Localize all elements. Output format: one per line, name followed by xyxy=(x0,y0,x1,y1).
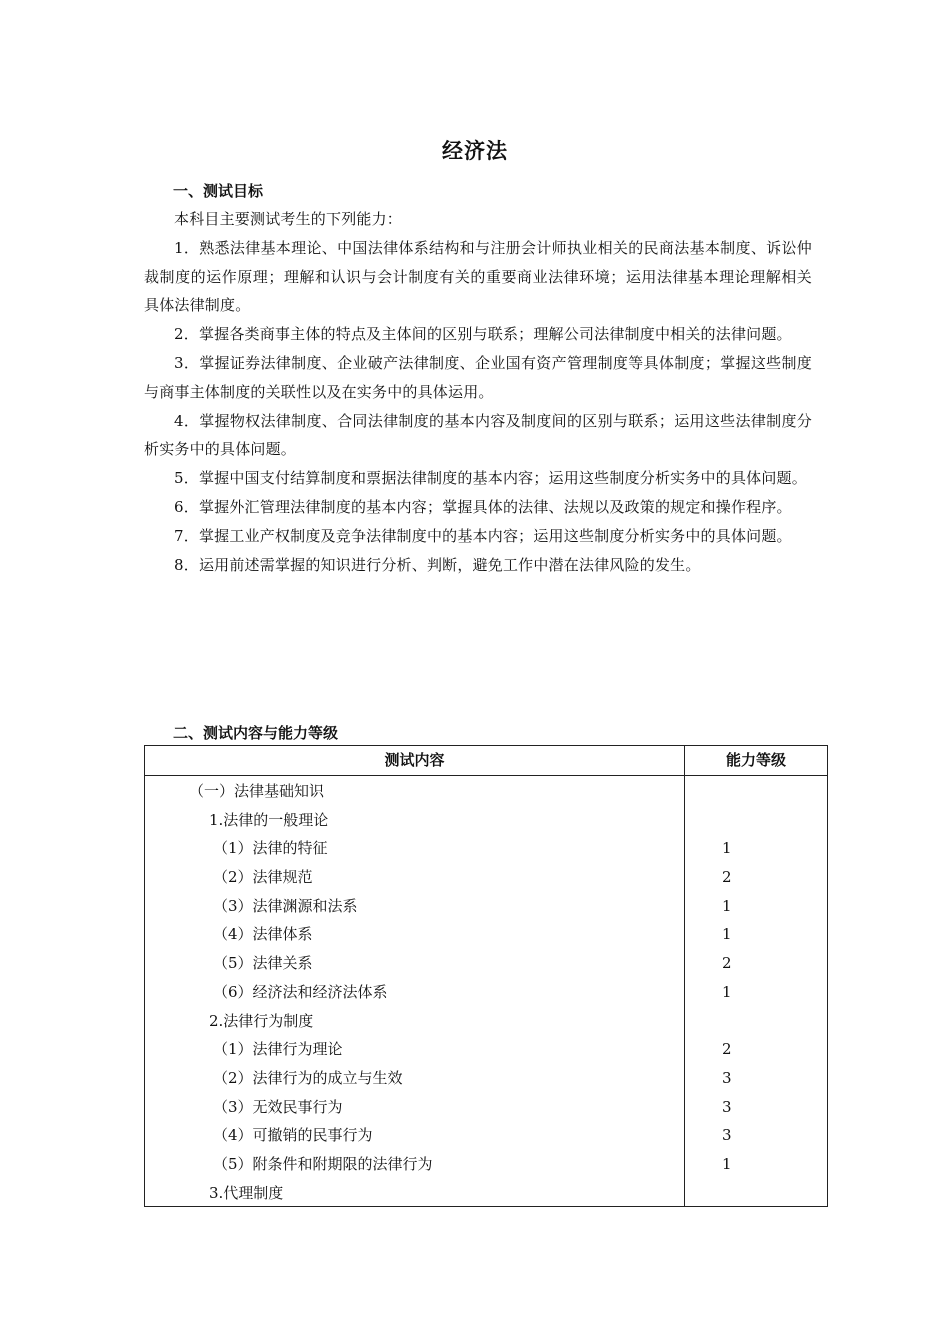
objective-item-3: 3．掌握证券法律制度、企业破产法律制度、企业国有资产管理制度等具体制度；掌握这些制度与商事主体制度的关联性以及在实务中的具体运用。 xyxy=(144,353,812,401)
content-level-table xyxy=(144,745,828,1207)
row-content: （3）法律渊源和法系 xyxy=(213,896,358,915)
table-row xyxy=(145,863,827,892)
table-row xyxy=(145,1064,827,1093)
table-row xyxy=(145,1179,827,1208)
objectives-intro: 本科目主要测试考生的下列能力： xyxy=(174,210,403,228)
row-level: 2 xyxy=(722,1040,732,1059)
section-heading-content-levels: 二、测试内容与能力等级 xyxy=(173,724,339,742)
row-level: 2 xyxy=(722,954,732,973)
objective-item-1: 1．熟悉法律基本理论、中国法律体系结构和与注册会计师执业相关的民商法基本制度、诉讼仲裁制度的运作原理；理解和认识与会计制度有关的重要商业法律环境；运用法律基本理论理解相关具体法律制度。 xyxy=(144,238,812,315)
row-level: 1 xyxy=(722,925,732,944)
table-row xyxy=(145,949,827,978)
objective-item-2: 2．掌握各类商事主体的特点及主体间的区别与联系；理解公司法律制度中相关的法律问题。 xyxy=(174,325,792,344)
row-level: 2 xyxy=(722,868,732,887)
row-content: （2）法律行为的成立与生效 xyxy=(213,1068,403,1087)
table-row xyxy=(145,1007,827,1036)
row-content: 1.法律的一般理论 xyxy=(209,810,329,829)
objective-item-5: 5．掌握中国支付结算制度和票据法律制度的基本内容；运用这些制度分析实务中的具体问题。 xyxy=(174,469,807,488)
section-heading-objectives: 一、测试目标 xyxy=(173,182,264,200)
row-content: （1）法律行为理论 xyxy=(213,1040,343,1059)
table-body xyxy=(145,777,827,1207)
row-content: 3.代理制度 xyxy=(209,1183,284,1202)
row-content: （2）法律规范 xyxy=(213,868,313,887)
table-row xyxy=(145,978,827,1007)
row-content: 2.法律行为制度 xyxy=(209,1011,314,1030)
row-level: 1 xyxy=(722,982,732,1001)
row-content: （一）法律基础知识 xyxy=(189,782,325,800)
row-level: 3 xyxy=(722,1126,732,1145)
table-row xyxy=(145,1150,827,1179)
row-content: （6）经济法和经济法体系 xyxy=(213,982,388,1001)
table-row xyxy=(145,892,827,921)
row-content: （4）法律体系 xyxy=(213,925,313,944)
row-content: （5）法律关系 xyxy=(213,954,313,973)
table-row xyxy=(145,1035,827,1064)
header-level: 能力等级 xyxy=(725,751,786,769)
row-level: 3 xyxy=(722,1068,732,1087)
header-content: 测试内容 xyxy=(384,751,445,769)
objective-item-7: 7．掌握工业产权制度及竞争法律制度中的基本内容；运用这些制度分析实务中的具体问题。 xyxy=(174,526,792,545)
table-row xyxy=(145,1093,827,1122)
table-row xyxy=(145,920,827,949)
row-level: 3 xyxy=(722,1097,732,1116)
row-content: （4）可撤销的民事行为 xyxy=(213,1126,373,1145)
objectives-body xyxy=(144,205,812,579)
table-row xyxy=(145,1121,827,1150)
row-level: 1 xyxy=(722,1154,732,1173)
document-title: 经济法 xyxy=(442,139,508,163)
table-row xyxy=(145,806,827,835)
objective-item-6: 6．掌握外汇管理法律制度的基本内容；掌握具体的法律、法规以及政策的规定和操作程序。 xyxy=(174,497,792,516)
table-row xyxy=(145,777,827,806)
objective-item-4: 4．掌握物权法律制度、合同法律制度的基本内容及制度间的区别与联系；运用这些法律制度分析实务中的具体问题。 xyxy=(144,411,812,459)
row-content: （1）法律的特征 xyxy=(213,839,328,858)
row-content: （3）无效民事行为 xyxy=(213,1097,343,1116)
row-content: （5）附条件和附期限的法律行为 xyxy=(213,1154,433,1173)
objective-item-8: 8．运用前述需掌握的知识进行分析、判断，避免工作中潜在法律风险的发生。 xyxy=(174,555,701,574)
row-level: 1 xyxy=(722,896,732,915)
row-level: 1 xyxy=(722,839,732,858)
table-row xyxy=(145,834,827,863)
table-header xyxy=(145,746,827,776)
